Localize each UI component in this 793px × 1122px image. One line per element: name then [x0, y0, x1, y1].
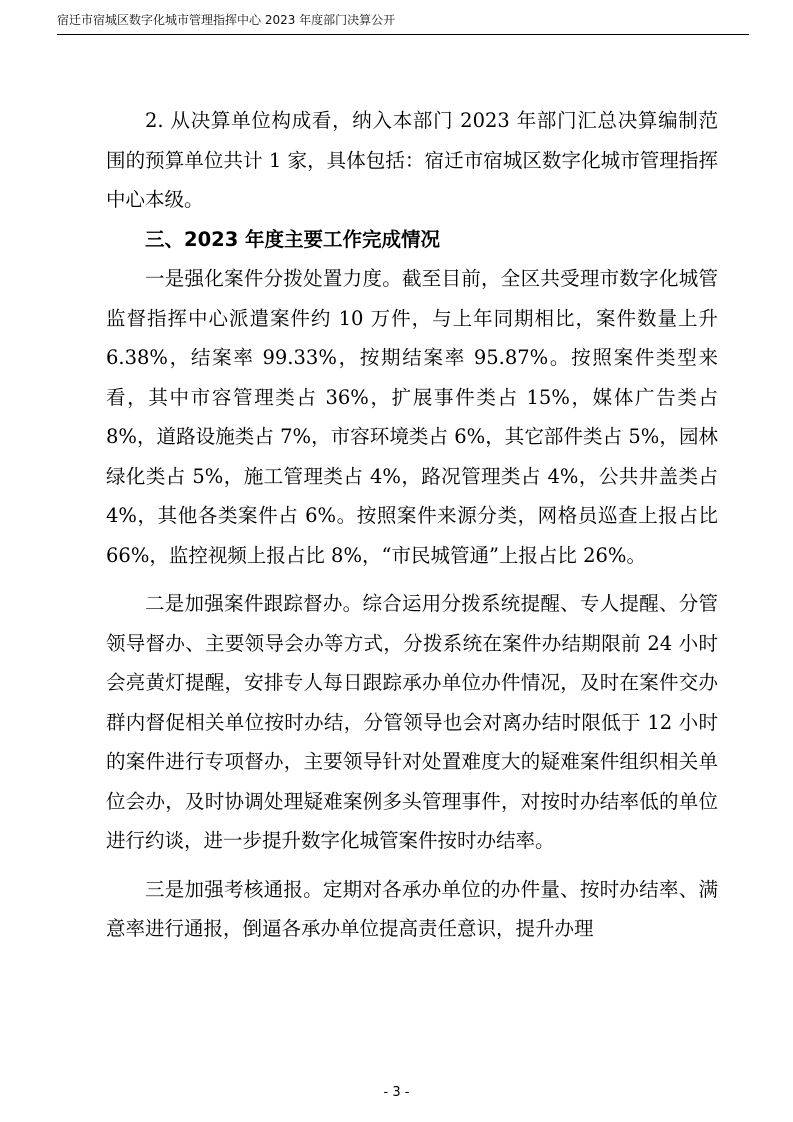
page-number: - 3 - — [383, 1085, 410, 1100]
paragraph-case-tracking: 二是加强案件跟踪督办。综合运用分拨系统提醒、专人提醒、分管领导督办、主要领导会办等方式，分拨系统在案件办结期限前 24 小时会亮黄灯提醒，安排专人每日跟踪承办单位办件情况，及时在案件交办群内督促相关单位按时办结，分管领导也会对离办结时限低于 12 小时的案件进行专项督办，主要领导针对处置难度大的疑难案件组织相关单位会办，及时协调处理疑难案例多头管理事件，对按时办结率低的单位进行约谈，进一步提升数字化城管案件按时办结率。 — [106, 592, 718, 852]
header-divider — [57, 34, 749, 35]
section-heading: 三、2023 年度主要工作完成情况 — [145, 227, 441, 251]
running-header: 宿迁市宿城区数字化城市管理指挥中心 2023 年度部门决算公开 — [57, 13, 396, 27]
document-body — [106, 101, 718, 949]
paragraph-budget-units: 2. 从决算单位构成看，纳入本部门 2023 年部门汇总决算编制范围的预算单位共计 1 家，具体包括：宿迁市宿城区数字化城市管理指挥中心本级。 — [106, 109, 718, 211]
paragraph-assessment-report: 三是加强考核通报。定期对各承办单位的办件量、按时办结率、满意率进行通报，倒逼各承办单位提高责任意识，提升办理 — [106, 877, 718, 940]
paragraph-case-dispatch: 一是强化案件分拨处置力度。截至目前，全区共受理市数字化城管监督指挥中心派遣案件约 10 万件，与上年同期相比，案件数量上升 6.38%，结案率 99.33%，按期结案率 95.87%。按照案件类型来看，其中市容管理类占 36%，扩展事件类占 15%，媒体广告类占 8%，道路设施类占 7%，市容环境类占 6%，其它部件类占 5%，园林绿化类占 5%，施工管理类占 4%，路况管理类占 4%，公共井盖类占 4%，其他各类案件占 6%。按照案件来源分类，网格员巡查上报占比 66%，监控视频上报占比 8%，“市民城管通”上报占比 26%。 — [106, 267, 718, 567]
